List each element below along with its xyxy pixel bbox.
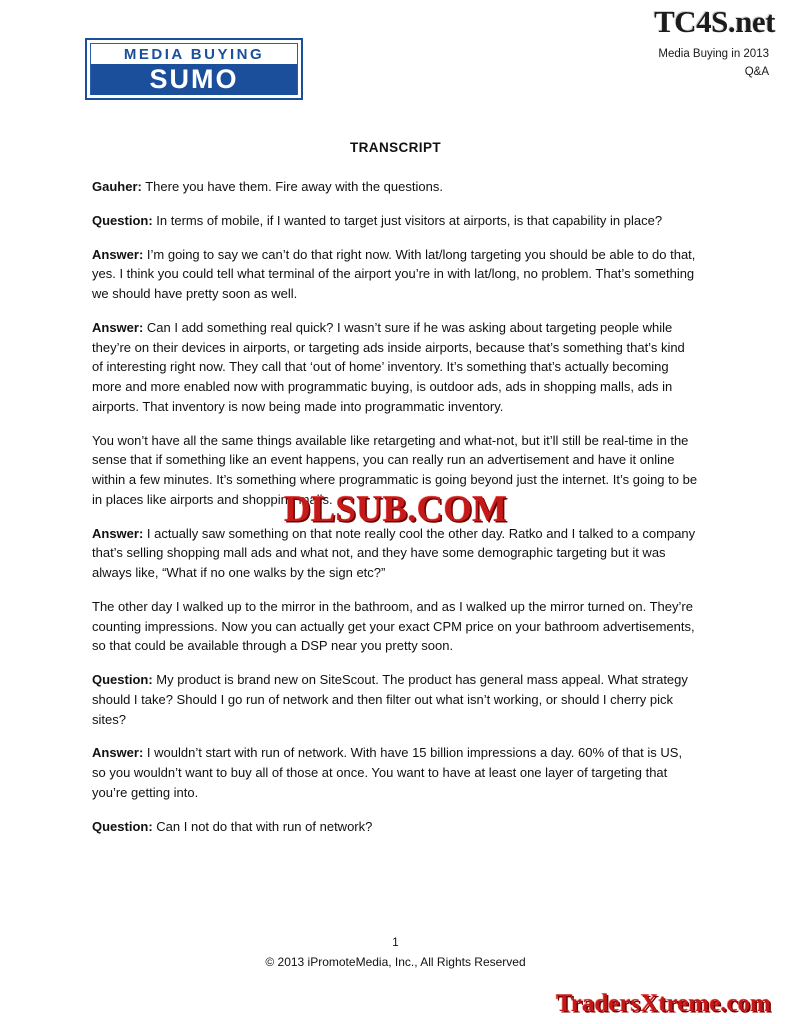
paragraph-text: I wouldn’t start with run of network. With have 15 billion impressions a day. 60% of that is US, so you wouldn’t want to buy all of those at once. You want to have at least one layer of targeting that you’re getting into. [92, 745, 683, 800]
paragraph-speaker: Answer: [92, 525, 144, 541]
paragraph [92, 817, 699, 837]
paragraph [92, 318, 699, 417]
watermark-dlsub: DLSUB.COM [283, 489, 508, 530]
paragraph-text: My product is brand new on SiteScout. The product has general mass appeal. What strategy should I take? Should I go run of network and then filter out what isn’t working, or should I cherry pick sites? [92, 672, 688, 727]
paragraph [92, 245, 699, 304]
paragraph-speaker: Question: [92, 212, 153, 228]
paragraph-speaker: Answer: [92, 246, 144, 262]
paragraph-text: In terms of mobile, if I wanted to target just visitors at airports, is that capability in place? [152, 212, 663, 228]
paragraph-speaker: Question: [92, 818, 153, 834]
header-meta-line1: Media Buying in 2013 [658, 48, 769, 60]
paragraph-text: Can I not do that with run of network? [152, 818, 373, 834]
page-title: TRANSCRIPT [350, 140, 441, 155]
paragraph-speaker: Question: [92, 672, 153, 687]
header-meta-line2: Q&A [744, 65, 769, 78]
page-number: 1 [392, 937, 399, 950]
paragraph [92, 670, 699, 729]
copyright-text: © 2013 iPromoteMedia, Inc., All Rights Reserved [265, 954, 526, 969]
watermark-tradersxtreme: TradersXtreme.com [556, 990, 771, 1017]
media-buying-sumo-logo [85, 38, 303, 100]
paragraph [92, 524, 699, 583]
paragraph-text: You won’t have all the same things available like retargeting and what-not, but it’ll still be real-time in the sense that if something like an event happens, you can really run an advertisement and have it online within a few minutes. It’s something where programmatic is going beyond just the internet. It’s going to be in places like airports and shopping malls. [92, 432, 698, 507]
paragraph [92, 743, 699, 802]
page-footer [0, 934, 791, 972]
paragraph [92, 177, 699, 197]
paragraph-text: Can I add something real quick? I wasn’t sure if he was asking about targeting people while they’re on their devices in airports, or targeting ads inside airports, because that’s something that’s kind of interesting right now. They call that ‘out of home’ inventory. It’s something that’s actually becoming more and more enabled now with programmatic buying, is outdoor ads, ads in shopping malls, ads in airports. That inventory is now being made into programmatic inventory. [92, 319, 685, 414]
logo-bottom-text: SUMO [91, 64, 297, 95]
paragraph-text: I actually saw something on that note really cool the other day. Ratko and I talked to a company that’s selling shopping mall ads and what not, and they have some demographic targeting but it was always like, “What if no one walks by the sign etc?” [92, 525, 696, 580]
paragraph-speaker: Answer: [92, 745, 144, 761]
watermark-tc4s: TC4S.net [654, 4, 775, 39]
paragraph-text: There you have them. Fire away with the questions. [141, 179, 443, 194]
header-meta [658, 46, 769, 82]
paragraph-text: I’m going to say we can’t do that right now. With lat/long targeting you should be able to do that, yes. I think you could tell what terminal of the airport you’re in with lat/long, no problem. That’s something we should have pretty soon as well. [92, 246, 696, 301]
paragraph-speaker: Answer: [92, 319, 144, 335]
logo-top-text: MEDIA BUYING [91, 44, 297, 64]
paragraph-text: The other day I walked up to the mirror in the bathroom, and as I walked up the mirror turned on. They’re counting impressions. Now you can actually get your exact CPM price on your bathroom advertisements, so that could be available through a DSP near you pretty soon. [92, 598, 695, 654]
paragraph-speaker: Gauher: [92, 179, 142, 194]
paragraph [92, 211, 699, 231]
paragraph [92, 597, 699, 656]
logo-inner [90, 43, 298, 95]
